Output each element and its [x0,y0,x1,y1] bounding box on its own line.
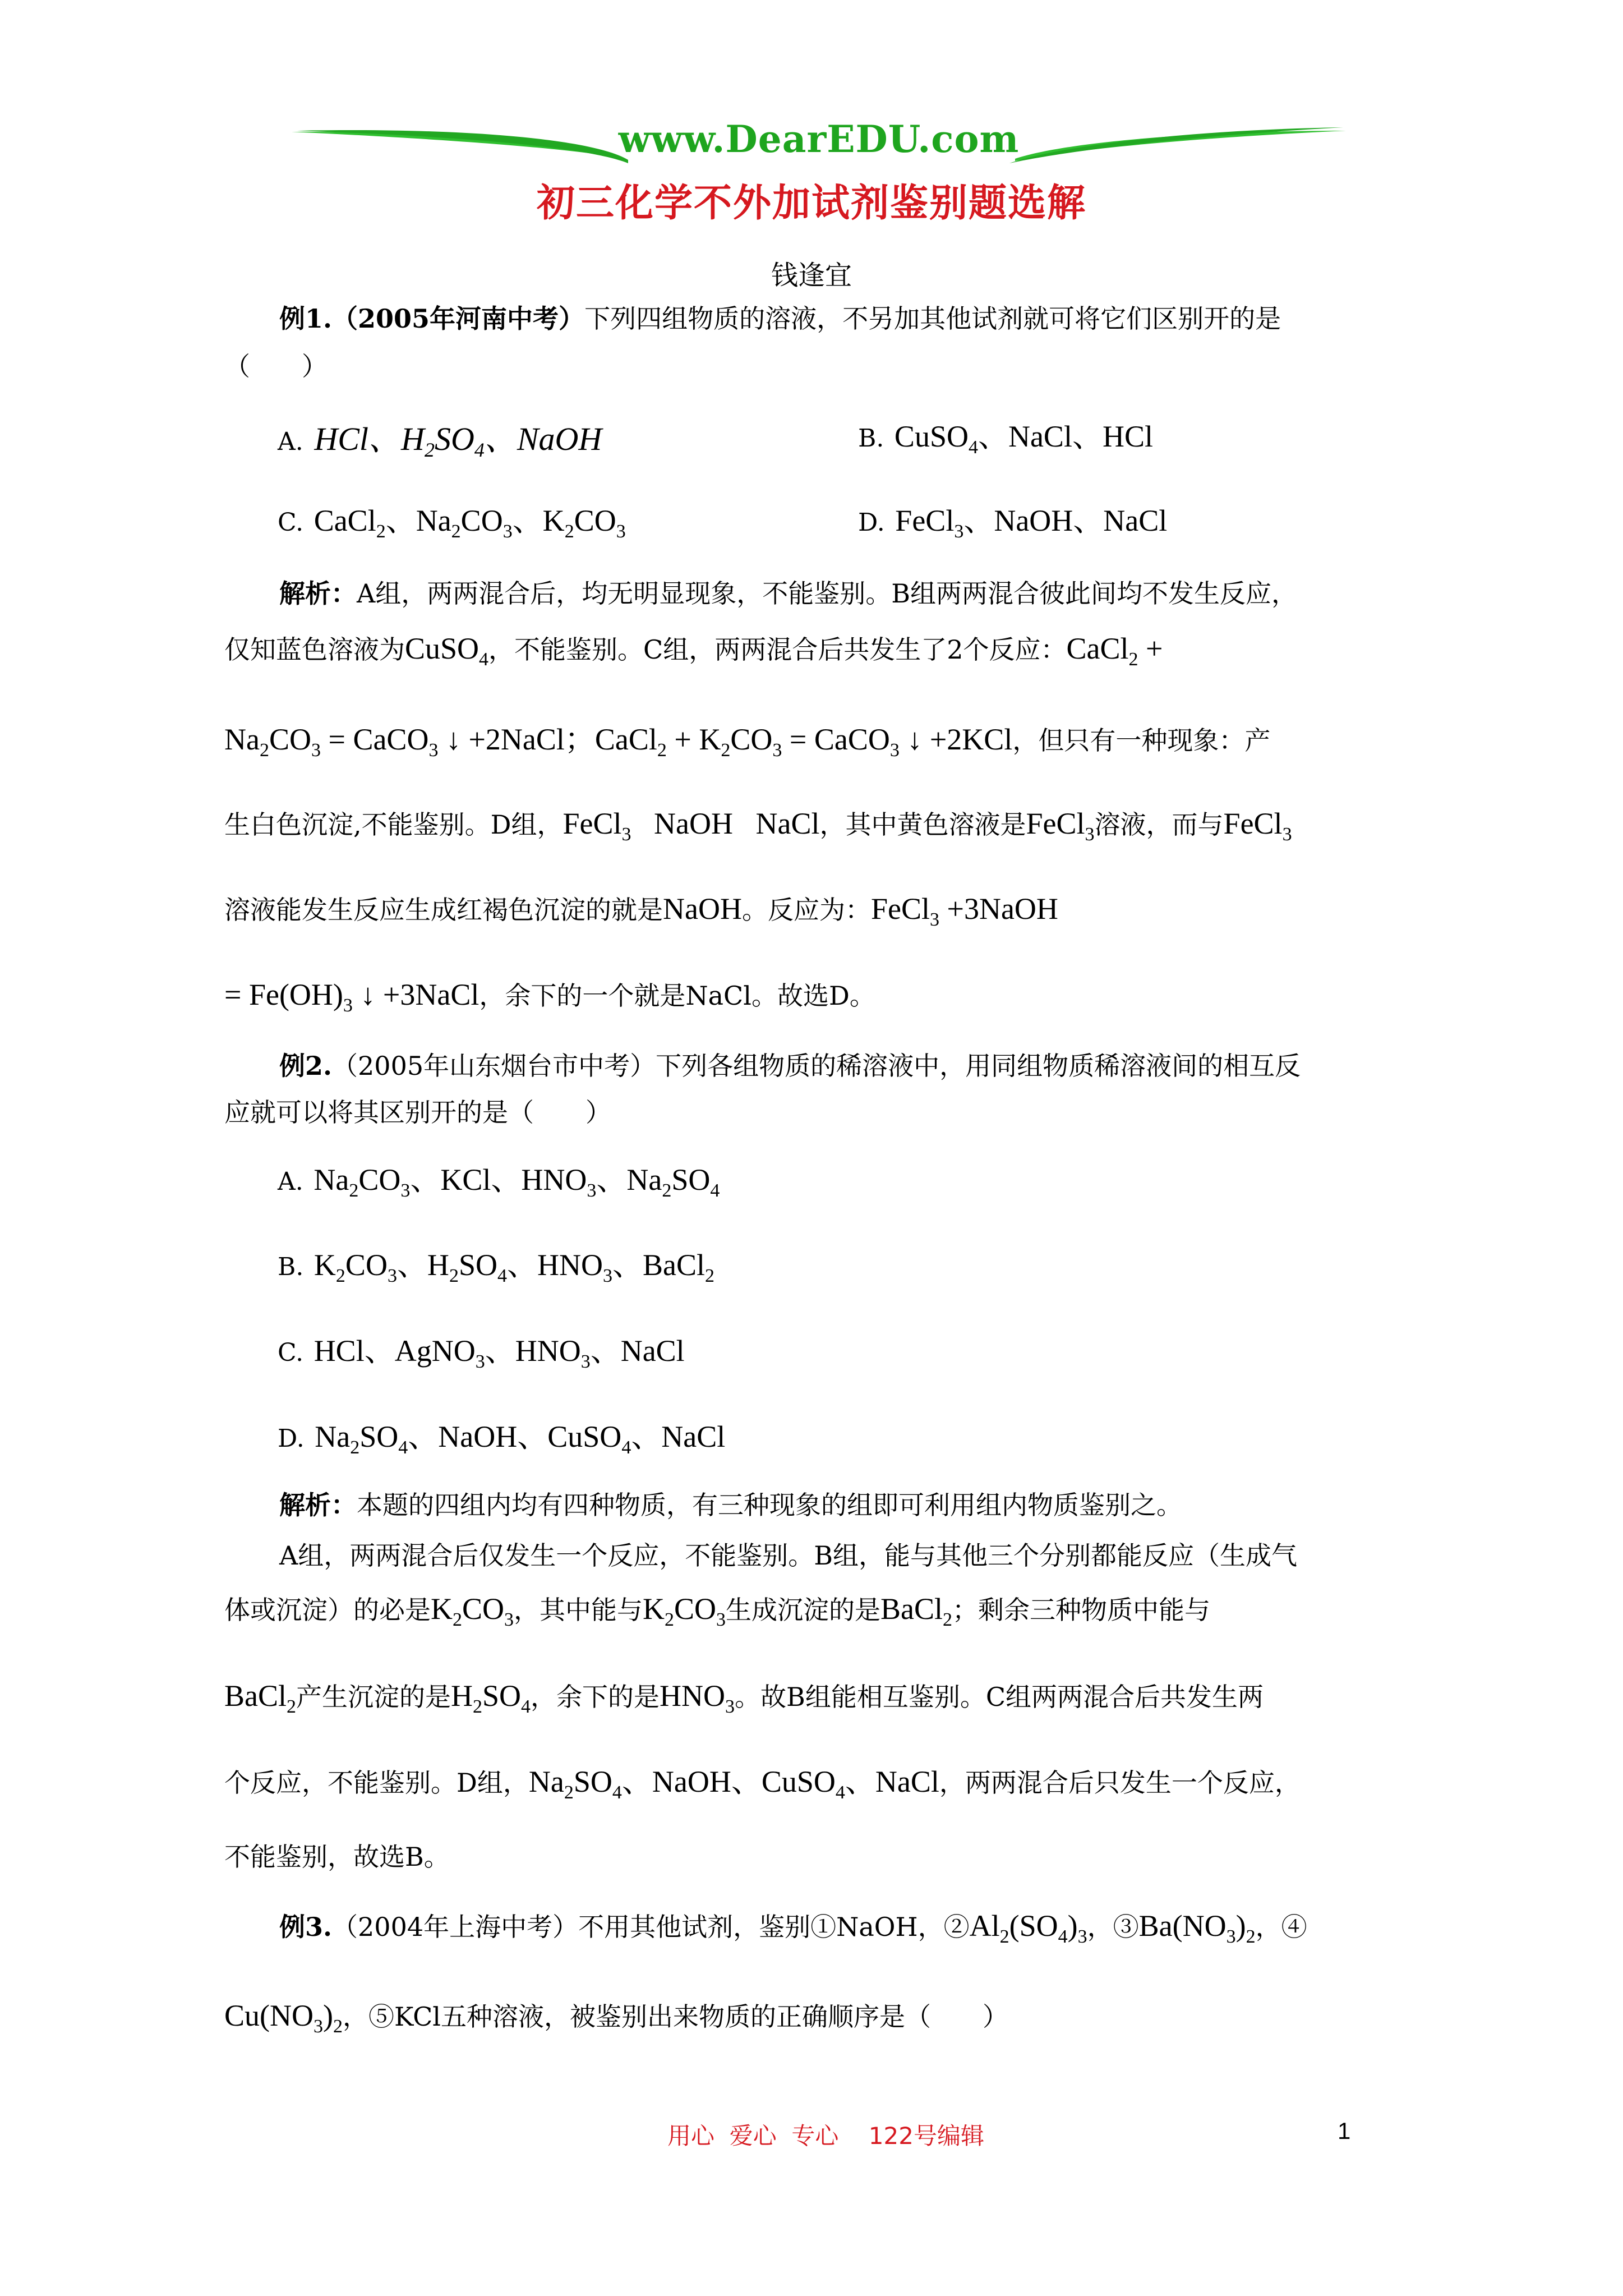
analysis-text: A组，两两混合后，均无明显现象，不能鉴别。B组两两混合彼此间均不发生反应， [357,578,1298,609]
formula: BaCl$_2$ [224,1679,297,1717]
ex1-analysis-line2 [224,632,1163,670]
ex1-paren: （ ） [224,351,328,381]
ex2-source: （2005年山东烟台市中考） [332,1051,656,1081]
formula: CaCl$_2$、$Na_2CO_3$、$K_2CO_3$ [306,504,626,542]
analysis-text: ；剩余三种物质中能与 [952,1595,1211,1625]
header-logo [292,115,1346,165]
option-label: C. [278,1338,304,1367]
formula: FeCl$_3$ [1223,807,1292,845]
option-label: A. [278,1167,303,1196]
formula: HCl、$H_2SO_4$、NaOH [306,421,602,461]
formula: HCl、AgNO$_3$、$HNO_3$、NaCl [306,1334,685,1372]
option-label: D. [858,508,885,537]
page-number: 1 [1338,2118,1351,2144]
option-label: C. [278,508,304,537]
formula: CaCl$_2$ + [1066,632,1163,670]
option-label: B. [858,424,884,453]
ex2-label: 例2. [279,1051,333,1081]
analysis-text: ，不能鉴别。C组，两两混合后共发生了2个反应： [488,634,1067,665]
ex1-label: 例1. [279,303,333,334]
formula: $Na_2CO_3$、KCl、$HNO_3$、$Na_2SO_4$ [306,1163,720,1201]
ex2-question-line1 [279,1050,1301,1082]
ex2-analysis-line3 [224,1592,1211,1630]
analysis-text: 个反应，不能鉴别。D组， [224,1768,529,1798]
analysis-text: 生白色沉淀,不能鉴别。D组， [224,809,563,840]
analysis-text: ，两两混合后只发生一个反应， [939,1768,1301,1798]
formula: $K_2CO_3$、$H_2SO_4$、$HNO_3$、BaCl$_2$ [306,1248,714,1286]
ex3-question: ，④ [1255,1912,1307,1942]
ex1-analysis-line3 [224,723,1271,761]
ex3-source: （2004年上海中考） [332,1912,579,1942]
analysis-label: 解析： [279,578,357,609]
ex1-analysis-line4 [224,807,1292,845]
option-label: D. [278,1424,305,1453]
ex2-question: 下列各组物质的稀溶液中，用同组物质稀溶液间的相互反 [656,1051,1301,1081]
analysis-text: 。故B组能相互鉴别。C组两两混合后共发生两 [735,1682,1264,1712]
ex2-option-d [278,1412,725,1456]
author: 钱逢宜 [771,260,852,291]
analysis-text: 本题的四组内均有四种物质，有三种现象的组即可利用组内物质鉴别之。 [357,1490,1182,1520]
ex1-option-c [278,496,626,540]
analysis-text: 体或沉淀）的必是 [224,1595,431,1625]
ex2-analysis-line1 [279,1489,1182,1521]
ex2-option-c [278,1327,685,1370]
ex2-option-b [278,1241,714,1284]
ex2-option-a [278,1156,720,1199]
logo-text: www.DearEDU.com [618,117,1020,161]
formula: $H_2SO_4$ [451,1679,531,1717]
page-title: 初三化学不外加试剂鉴别题选解 [536,181,1086,226]
analysis-text: ，其中能与 [514,1595,643,1625]
ex3-question: ，③ [1087,1912,1139,1942]
formula: CuSO$_4$、NaCl、HCl [887,420,1153,458]
analysis-text: ，余下的是 [531,1682,660,1712]
analysis-text: 产生沉淀的是 [296,1682,451,1712]
formula: NaOH [663,892,742,926]
analysis-text: ，但只有一种现象：产 [1012,725,1271,756]
analysis-text: 溶液能发生反应生成红褐色沉淀的就是 [224,895,663,925]
analysis-text: 生成沉淀的是 [726,1595,881,1625]
ex1-source: （2005年河南中考） [332,303,585,334]
formula: $Na_2CO_3$ = CaCO$_3$ ↓ +2NaCl；CaCl$_2$ + $K_2CO_3$ = CaCO$_3$ ↓ +2KCl [224,723,1013,761]
formula: $Al_2(SO_4)_3$ [969,1909,1087,1947]
analysis-text: ，其中黄色溶液是 [819,809,1026,840]
option-label: B. [278,1253,304,1281]
ex2-question-line2: 应就可以将其区别开的是（ ） [224,1097,611,1128]
formula: CuSO$_4$ [405,632,489,670]
ex1-analysis-line5 [224,892,1058,930]
formula: FeCl$_3$ [1026,807,1095,845]
formula: $HNO_3$ [660,1679,735,1717]
ex2-analysis-line5 [224,1765,1301,1803]
formula: $Ba(NO_3)_2$ [1138,1909,1256,1947]
formula: FeCl$_3$ NaOH NaCl [562,807,820,845]
formula: $K_2CO_3$ [643,1592,726,1630]
analysis-label: 解析： [279,1490,357,1520]
ex2-analysis-line4 [224,1679,1264,1717]
ex1-analysis-line6 [224,978,875,1016]
formula: FeCl$_3$、NaOH、NaCl [887,504,1168,542]
option-label: A. [278,427,303,456]
analysis-text: ，余下的一个就是NaCl。故选D。 [479,981,875,1011]
footer-text: 用心 爱心 专心 122号编辑 [667,2122,984,2150]
ex2-analysis-line6: 不能鉴别，故选B。 [224,1842,450,1872]
formula: $Na_2SO_4$、NaOH、CuSO$_4$、NaCl [528,1765,939,1803]
ex2-analysis-line2: A组，两两混合后仅发生一个反应，不能鉴别。B组，能与其他三个分别都能反应（生成气 [279,1540,1298,1571]
ex3-question-line1 [279,1909,1307,1947]
ex3-question-line2 [224,1999,1009,2037]
ex1-question-line1 [279,303,1281,334]
formula: = $Fe(OH)_3$ ↓ +3NaCl [224,978,479,1016]
formula: $K_2CO_3$ [431,1592,514,1630]
analysis-text: 。反应为： [741,895,871,925]
analysis-text: 溶液，而与 [1094,809,1224,840]
ex3-question: ，⑤KCl五种溶液，被鉴别出来物质的正确顺序是（ ） [342,2001,1009,2032]
ex1-option-a [278,412,602,459]
formula: $Na_2SO_4$、NaOH、CuSO$_4$、NaCl [307,1420,726,1458]
ex1-question: 下列四组物质的溶液，不另加其他试剂就可将它们区别开的是 [584,303,1281,334]
ex3-question: 不用其他试剂，鉴别①NaOH，② [578,1912,970,1942]
analysis-text: 仅知蓝色溶液为 [224,634,405,665]
formula: BaCl$_2$ [880,1592,953,1630]
formula: $Cu(NO_3)_2$ [224,1999,343,2037]
ex1-analysis-line1 [279,578,1297,609]
formula: FeCl$_3$ +3NaOH [870,892,1058,930]
ex3-label: 例3. [279,1912,333,1942]
ex1-option-b [858,412,1153,458]
ex1-option-d [858,496,1167,540]
